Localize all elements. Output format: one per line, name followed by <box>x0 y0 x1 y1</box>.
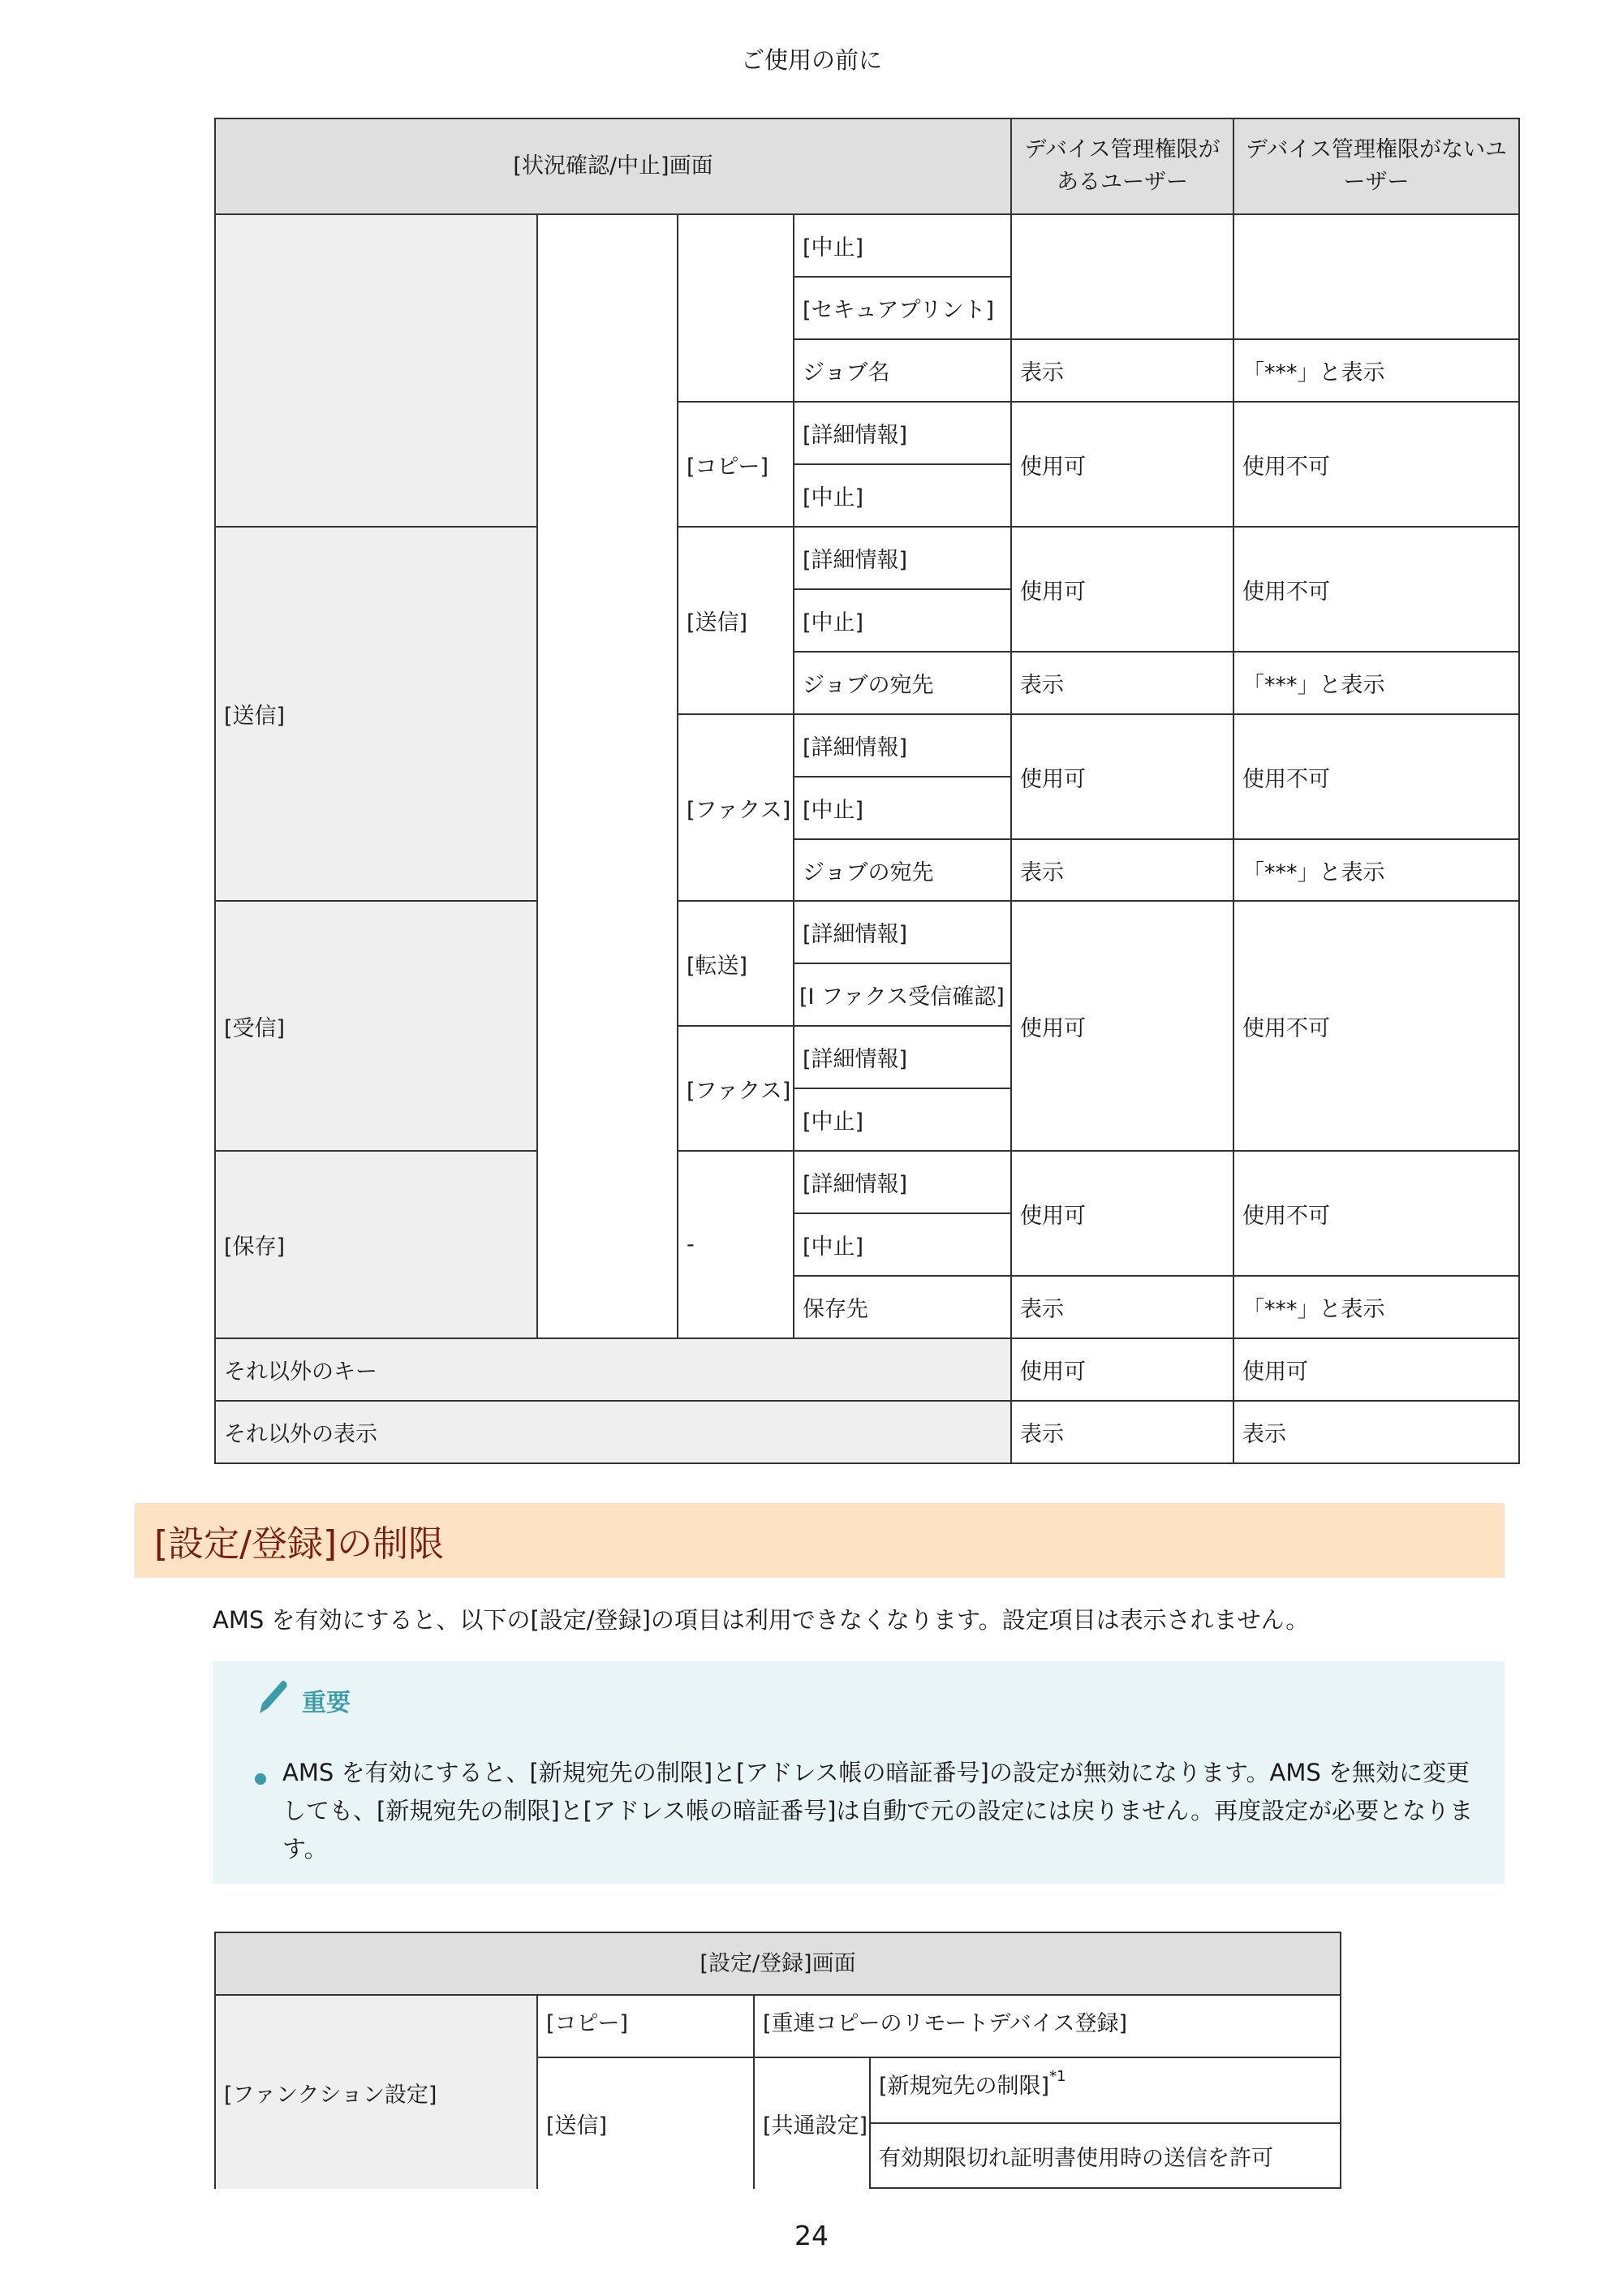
admin-save: 使用可 <box>1010 1150 1234 1277</box>
function-settings-label: [ファンクション設定] <box>214 1994 538 2189</box>
pen-icon <box>252 1678 291 1717</box>
table1-header-screen: [状況確認/中止]画面 <box>214 118 1012 215</box>
subcategory-receive-fax: [ファクス] <box>677 1025 794 1152</box>
bullet-icon <box>255 1773 266 1785</box>
item-send-destination: ジョブの宛先 <box>793 651 1012 715</box>
subcategory-send: [送信] <box>677 526 794 715</box>
user-job-name: 「***」と表示 <box>1233 338 1520 403</box>
other-display-admin: 表示 <box>1010 1400 1234 1464</box>
user-receive: 使用不可 <box>1233 900 1520 1152</box>
running-header: ご使用の前に <box>740 46 882 74</box>
other-display-label: それ以外の表示 <box>214 1400 1012 1464</box>
subcategory-blank <box>677 213 794 403</box>
remote-device-registration: [重連コピーのリモートデバイス登録] <box>753 1994 1341 2058</box>
new-destination-restriction-label: [新規宛先の制限] <box>879 2074 1050 2099</box>
section-intro: AMS を有効にすると、以下の[設定/登録]の項目は利用できなくなります。設定項目は表示されません。 <box>213 1606 1310 1634</box>
footnote-marker: *1 <box>1049 2068 1066 2085</box>
table2-header: [設定/登録]画面 <box>214 1932 1341 1996</box>
item-fax-destination: ジョブの宛先 <box>793 838 1012 902</box>
admin-job-name: 表示 <box>1010 338 1234 403</box>
send-label: [送信] <box>536 2057 755 2189</box>
admin-fax-destination: 表示 <box>1010 838 1234 902</box>
other-keys-label: それ以外のキー <box>214 1338 1012 1402</box>
subcategory-save: - <box>677 1150 794 1339</box>
user-save: 使用不可 <box>1233 1150 1520 1277</box>
table1-header-user: デバイス管理権限がないユーザー <box>1233 118 1520 215</box>
admin-fax: 使用可 <box>1010 713 1234 840</box>
section-heading: [設定/登録]の制限 <box>135 1503 1505 1578</box>
item-save-details: [詳細情報] <box>793 1150 1012 1214</box>
other-display-user: 表示 <box>1233 1400 1520 1464</box>
user-send-destination: 「***」と表示 <box>1233 651 1520 715</box>
subcategory-fax: [ファクス] <box>677 713 794 902</box>
item-job-name: ジョブ名 <box>793 338 1012 403</box>
user-blank <box>1233 213 1520 340</box>
item-fax-cancel: [中止] <box>793 776 1012 840</box>
item-rxfax-details: [詳細情報] <box>793 1025 1012 1089</box>
item-copy-details: [詳細情報] <box>793 401 1012 465</box>
user-save-location: 「***」と表示 <box>1233 1275 1520 1339</box>
new-destination-restriction <box>869 2057 1341 2124</box>
category-receive: [受信] <box>214 900 538 1152</box>
category-blank <box>214 213 538 528</box>
item-save-cancel: [中止] <box>793 1213 1012 1277</box>
other-keys-admin: 使用可 <box>1010 1338 1234 1402</box>
subcategory-copy: [コピー] <box>677 401 794 528</box>
note-text: AMS を有効にすると、[新規宛先の制限]と[アドレス帳の暗証番号]の設定が無効になります。AMS を無効に変更しても、[新規宛先の制限]と[アドレス帳の暗証番号]は自動で元の設定には戻りません。再度設定が必要となります。 <box>282 1759 1474 1863</box>
copy-label: [コピー] <box>536 1994 755 2058</box>
admin-save-location: 表示 <box>1010 1275 1234 1339</box>
other-keys-user: 使用可 <box>1233 1338 1520 1402</box>
item-send-cancel: [中止] <box>793 588 1012 653</box>
user-fax-destination: 「***」と表示 <box>1233 838 1520 902</box>
admin-blank <box>1010 213 1234 340</box>
note-title: 重要 <box>302 1689 351 1717</box>
category-send: [送信] <box>214 526 538 902</box>
allow-expired-certificate: 有効期限切れ証明書使用時の送信を許可 <box>869 2122 1341 2189</box>
important-note <box>213 1661 1505 1884</box>
user-copy: 使用不可 <box>1233 401 1520 528</box>
item-fax-details: [詳細情報] <box>793 713 1012 778</box>
item-ifax-confirm: [I ファクス受信確認] <box>793 963 1012 1027</box>
admin-send: 使用可 <box>1010 526 1234 653</box>
category-save: [保存] <box>214 1150 538 1339</box>
page-number: 24 <box>794 2220 829 2251</box>
item-cancel: [中止] <box>793 213 1012 278</box>
item-send-details: [詳細情報] <box>793 526 1012 590</box>
user-send: 使用不可 <box>1233 526 1520 653</box>
table1-header-admin: デバイス管理権限があるユーザー <box>1010 118 1234 215</box>
item-rxfax-cancel: [中止] <box>793 1088 1012 1152</box>
user-fax: 使用不可 <box>1233 713 1520 840</box>
item-secure-print: [セキュアプリント] <box>793 276 1012 340</box>
admin-copy: 使用可 <box>1010 401 1234 528</box>
item-copy-cancel: [中止] <box>793 463 1012 528</box>
common-settings-label: [共通設定] <box>753 2057 871 2189</box>
subcategory-forward: [転送] <box>677 900 794 1027</box>
item-save-location: 保存先 <box>793 1275 1012 1339</box>
admin-send-destination: 表示 <box>1010 651 1234 715</box>
item-forward-details: [詳細情報] <box>793 900 1012 964</box>
blank-column <box>536 213 678 1339</box>
admin-receive: 使用可 <box>1010 900 1234 1152</box>
